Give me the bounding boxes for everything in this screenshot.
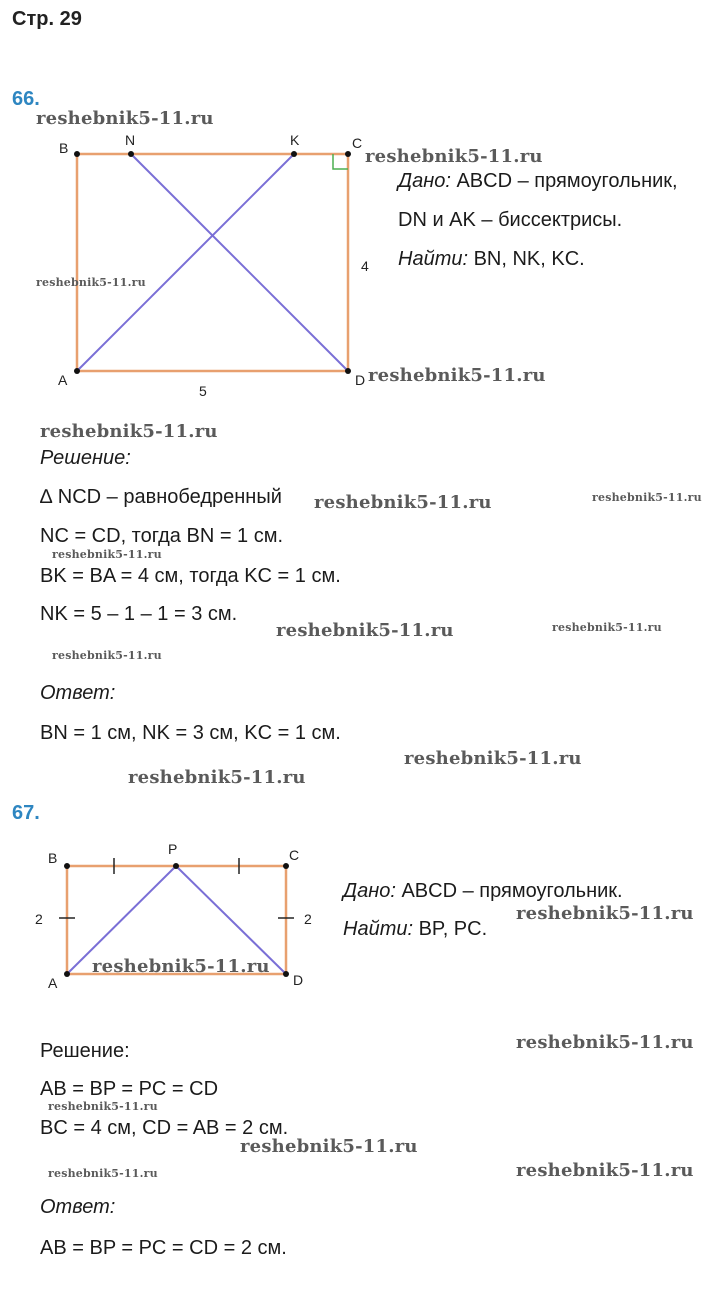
task-67-number: 67.	[12, 802, 40, 824]
find-text: BP, PC.	[418, 918, 488, 940]
label-p: P	[168, 841, 178, 857]
watermark: reshebnik5-11.ru	[240, 1136, 418, 1157]
watermark: reshebnik5-11.ru	[128, 767, 306, 788]
watermark: reshebnik5-11.ru	[516, 903, 694, 924]
task-66-solution-line: NK = 5 – 1 – 1 = 3 см.	[40, 603, 238, 625]
label-n: N	[125, 132, 136, 148]
label-k: K	[290, 132, 300, 148]
point-p	[173, 863, 179, 869]
watermark: reshebnik5-11.ru	[368, 365, 546, 386]
side-ad-length: 5	[199, 383, 207, 399]
point-a	[64, 971, 70, 977]
point-n	[128, 151, 134, 157]
page-title: Стр. 29	[12, 8, 82, 30]
task-66-number: 66.	[12, 88, 40, 110]
given-text: ABCD – прямоугольник.	[401, 880, 623, 902]
watermark: reshebnik5-11.ru	[314, 492, 492, 513]
rectangle-abcd	[77, 154, 348, 371]
label-a: A	[48, 975, 58, 991]
side-cd-length: 4	[361, 258, 369, 274]
side-ab-length: 2	[35, 911, 43, 927]
label-d: D	[355, 372, 366, 388]
given-label: Дано:	[343, 880, 396, 902]
task-66-solution-line: BK = BA = 4 см, тогда KC = 1 см.	[40, 565, 341, 587]
point-d	[345, 368, 351, 374]
point-c	[345, 151, 351, 157]
task-66-solution-line: NC = CD, тогда BN = 1 см.	[40, 525, 284, 547]
watermark: reshebnik5-11.ru	[552, 621, 662, 634]
task-67-solution-line: BC = 4 см, CD = AB = 2 см.	[40, 1117, 289, 1139]
watermark: reshebnik5-11.ru	[516, 1032, 694, 1053]
watermark: reshebnik5-11.ru	[516, 1160, 694, 1181]
right-angle-mark	[333, 154, 348, 169]
bisector-ak	[77, 154, 294, 371]
task-67-given	[343, 880, 623, 903]
task-67-answer-label: Ответ:	[40, 1196, 116, 1218]
watermark: reshebnik5-11.ru	[36, 276, 146, 289]
label-b: B	[59, 140, 69, 156]
task-67-find	[343, 918, 487, 941]
watermark: reshebnik5-11.ru	[48, 1167, 158, 1180]
label-c: C	[352, 135, 363, 151]
point-b	[64, 863, 70, 869]
label-a: A	[58, 372, 68, 388]
side-cd-length: 2	[304, 911, 312, 927]
find-label: Найти:	[398, 248, 469, 270]
point-a	[74, 368, 80, 374]
watermark: reshebnik5-11.ru	[365, 146, 543, 167]
watermark: reshebnik5-11.ru	[92, 956, 270, 977]
task-67-solution-label: Решение:	[40, 1040, 130, 1062]
task-66-answer-label: Ответ:	[40, 682, 116, 704]
task-67-solution-line: AB = BP = PC = CD	[40, 1078, 219, 1100]
task-66-solution-line: ∆ NCD – равнобедренный	[40, 486, 282, 508]
point-b	[74, 151, 80, 157]
task-66-given	[398, 170, 678, 193]
find-label: Найти:	[343, 918, 414, 940]
label-d: D	[293, 972, 304, 988]
point-c	[283, 863, 289, 869]
bisector-dn	[131, 154, 348, 371]
watermark: reshebnik5-11.ru	[276, 620, 454, 641]
given-text: ABCD – прямоугольник,	[456, 170, 678, 192]
watermark: reshebnik5-11.ru	[52, 548, 162, 561]
label-b: B	[48, 850, 58, 866]
label-c: C	[289, 847, 300, 863]
watermark: reshebnik5-11.ru	[592, 491, 702, 504]
task-66-answer-text: BN = 1 см, NK = 3 см, KC = 1 см.	[40, 722, 341, 744]
given-label: Дано:	[398, 170, 451, 192]
task-67-answer-text: AB = BP = PC = CD = 2 см.	[40, 1237, 287, 1259]
task-66-solution-label: Решение:	[40, 447, 131, 469]
watermark: reshebnik5-11.ru	[36, 108, 214, 129]
watermark: reshebnik5-11.ru	[48, 1100, 158, 1113]
watermark: reshebnik5-11.ru	[40, 421, 218, 442]
find-text: BN, NK, KC.	[473, 248, 585, 270]
point-d	[283, 971, 289, 977]
task-66-given-line2: DN и AK – биссектрисы.	[398, 209, 623, 231]
watermark: reshebnik5-11.ru	[52, 649, 162, 662]
watermark: reshebnik5-11.ru	[404, 748, 582, 769]
task-66-find	[398, 248, 585, 271]
point-k	[291, 151, 297, 157]
